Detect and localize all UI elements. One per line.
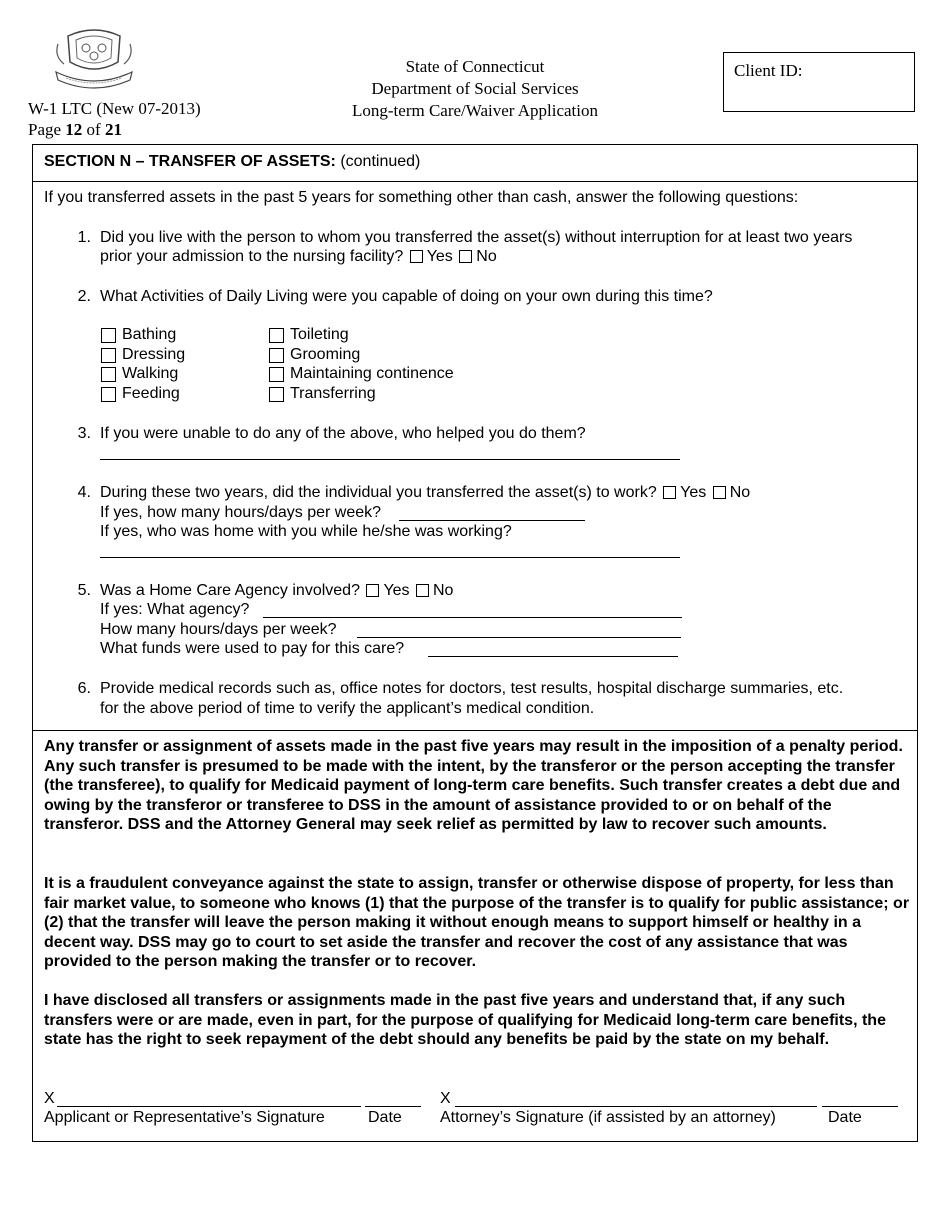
client-id-field[interactable] — [723, 52, 915, 112]
q1-no-label: No — [476, 248, 497, 265]
q4-answer-line[interactable] — [100, 557, 680, 558]
q4-hours-line[interactable] — [399, 520, 585, 521]
section-n-form — [32, 144, 918, 1142]
q4-yes-label: Yes — [680, 484, 707, 501]
attorney-signature-label: Attorney’s Signature (if assisted by an attorney) — [440, 1109, 776, 1126]
q2-text: What Activities of Daily Living were you capable of doing on your own during this time? — [100, 288, 713, 305]
section-intro: If you transferred assets in the past 5 years for something other than cash, answer the following questions: — [44, 189, 799, 206]
q4-no-checkbox[interactable] — [713, 486, 726, 499]
q1-text-line2: prior your admission to the nursing facility? Yes No — [100, 248, 497, 265]
client-id-label: Client ID: — [734, 61, 803, 80]
bathing-checkbox[interactable] — [101, 328, 116, 343]
question-number: 1. — [77, 229, 91, 246]
q1-text-line1: Did you live with the person to whom you transferred the asset(s) without interruption for at least two years — [100, 229, 853, 246]
adl-label: Grooming — [290, 346, 361, 363]
q5-text-line3: How many hours/days per week? — [100, 621, 337, 638]
section-title: SECTION N – TRANSFER OF ASSETS: (continued) — [44, 153, 421, 170]
question-number: 6. — [77, 680, 91, 697]
q5-funds-line[interactable] — [428, 656, 678, 657]
header-application: Long-term Care/Waiver Application — [352, 101, 598, 120]
q5-text-line4: What funds were used to pay for this care? — [100, 640, 405, 657]
q5-no-checkbox[interactable] — [416, 584, 429, 597]
dressing-checkbox[interactable] — [101, 348, 116, 363]
x-mark: X — [440, 1090, 451, 1107]
q3-text: If you were unable to do any of the above, who helped you do them? — [100, 425, 586, 442]
q4-text-line3: If yes, who was home with you while he/she was working? — [100, 523, 512, 540]
divider — [33, 181, 917, 182]
header-department: Department of Social Services — [371, 79, 579, 98]
adl-label: Bathing — [122, 326, 177, 343]
grooming-checkbox[interactable] — [269, 348, 284, 363]
question-number: 2. — [77, 288, 91, 305]
q5-no-label: No — [433, 582, 454, 599]
agency-header — [320, 56, 630, 122]
question-number: 4. — [77, 484, 91, 501]
q1-no-checkbox[interactable] — [459, 250, 472, 263]
q6-text-line1: Provide medical records such as, office notes for doctors, test results, hospital discharge summaries, etc. — [100, 680, 844, 697]
fraud-notice: It is a fraudulent conveyance against the state to assign, transfer or otherwise dispose of property, for less than fair market value, to someone who knows (1) that the purpose of the transfer is to qualify for public assistance; or (2) that the transfer will leave the person making it without enough means to support himself or healthy in a decent way. DSS may go to court to set aside the transfer and recover the cost of any assistance that was provided to the person making the transfer or to recover. — [44, 875, 910, 971]
adl-label: Toileting — [290, 326, 349, 343]
applicant-date-line[interactable] — [365, 1106, 421, 1107]
q5-yes-label: Yes — [383, 582, 410, 599]
q3-answer-line[interactable] — [100, 459, 680, 460]
attorney-date-line[interactable] — [822, 1106, 898, 1107]
divider — [33, 730, 917, 731]
q1-yes-label: Yes — [426, 248, 453, 265]
state-seal-icon — [46, 26, 142, 92]
x-mark: X — [44, 1090, 55, 1107]
question-number: 5. — [77, 582, 91, 599]
adl-label: Walking — [122, 365, 179, 382]
q5-text-line1: Was a Home Care Agency involved? Yes No — [100, 582, 454, 599]
adl-label: Feeding — [122, 385, 180, 402]
question-number: 3. — [77, 425, 91, 442]
q1-yes-checkbox[interactable] — [410, 250, 423, 263]
form-code: W-1 LTC (New 07-2013) — [28, 99, 201, 118]
penalty-notice: Any transfer or assignment of assets made in the past five years may result in the imposition of a penalty period. Any such transfer is presumed to be made with the intent, by the transferor or the person accepting the transfer (the transferee), to qualify for Medicaid payment of long-term care benefits. Such transfer creates a debt due and owing by the transferor or transferee to DSS in the amount of assistance provided to or on behalf of the transferor. DSS and the Attorney General may seek relief as permitted by law to recover such amounts. — [44, 738, 903, 834]
page-number: Page 12 of 21 — [28, 120, 122, 139]
disclosure-statement: I have disclosed all transfers or assignments made in the past five years and understand that, if any such transfers were or are made, even in part, for the purpose of qualifying for Medicaid long-term care benefits, the state has the right to seek repayment of the debt should any benefits be paid by the state on my behalf. — [44, 992, 886, 1049]
q4-no-label: No — [729, 484, 751, 501]
q5-text-line2: If yes: What agency? — [100, 601, 250, 618]
q4-yes-checkbox[interactable] — [663, 486, 676, 499]
adl-label: Dressing — [122, 346, 186, 363]
q5-yes-checkbox[interactable] — [366, 584, 379, 597]
date-label: Date — [368, 1109, 402, 1126]
adl-label: Maintaining continence — [290, 365, 454, 382]
q4-text-line1: During these two years, did the individual you transferred the asset(s) to work? Yes No — [100, 484, 751, 501]
toileting-checkbox[interactable] — [269, 328, 284, 343]
q6-text-line2: for the above period of time to verify the applicant’s medical condition. — [100, 700, 595, 717]
continence-checkbox[interactable] — [269, 367, 284, 382]
applicant-signature-line[interactable] — [57, 1106, 361, 1107]
q5-agency-line[interactable] — [263, 617, 682, 618]
applicant-signature-label: Applicant or Representative’s Signature — [44, 1109, 325, 1126]
adl-label: Transferring — [290, 385, 376, 402]
date-label: Date — [828, 1109, 862, 1126]
q5-hours-line[interactable] — [357, 637, 681, 638]
feeding-checkbox[interactable] — [101, 387, 116, 402]
q4-text-line2: If yes, how many hours/days per week? — [100, 504, 382, 521]
walking-checkbox[interactable] — [101, 367, 116, 382]
header-state: State of Connecticut — [405, 57, 545, 76]
transferring-checkbox[interactable] — [269, 387, 284, 402]
attorney-signature-line[interactable] — [455, 1106, 817, 1107]
